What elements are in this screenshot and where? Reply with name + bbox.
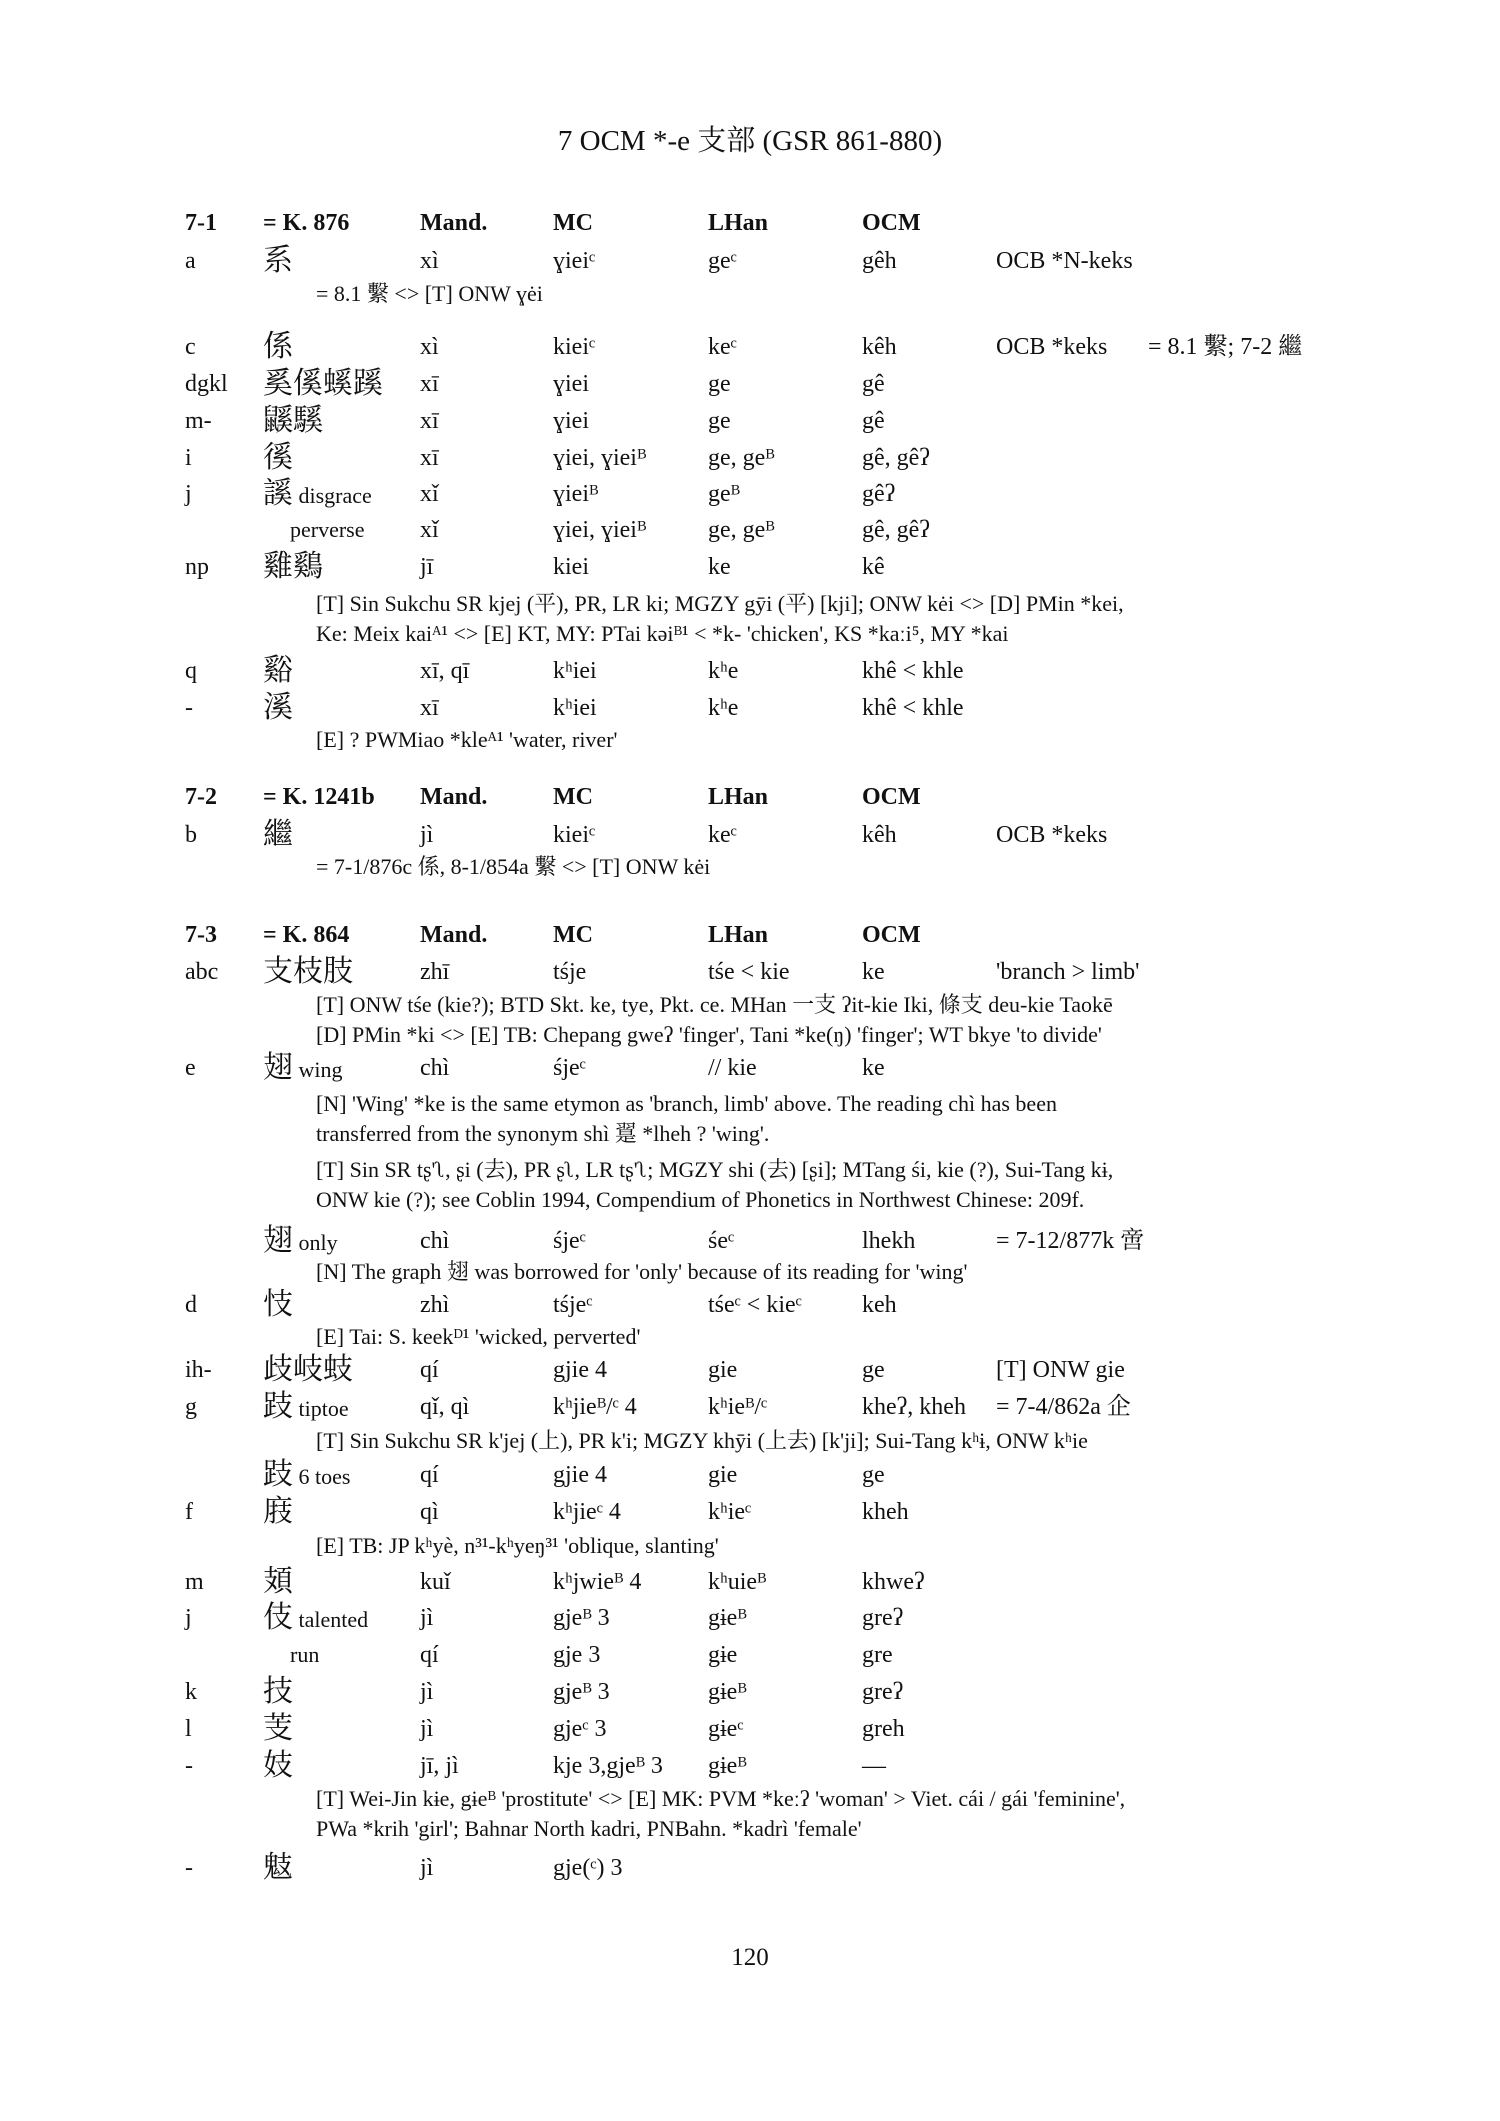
later-han: keᶜ (708, 822, 737, 848)
entry-id: k (185, 1679, 197, 1705)
old-chinese: kê (862, 554, 885, 580)
character: 跂 6 toes (263, 1458, 351, 1491)
later-han: kʰuieᴮ (708, 1569, 767, 1595)
entry-note: [T] Sin Sukchu SR kjej (平), PR, LR ki; MGZY gȳi (平) [kji]; ONW kėi <> [D] PMin *kei, (316, 591, 1124, 616)
later-han: gie (708, 1462, 738, 1488)
old-chinese: — (862, 1753, 886, 1779)
character: run (290, 1642, 320, 1667)
character: 係 (263, 330, 293, 363)
character: 鼷騱 (263, 404, 323, 437)
entry-id: ih- (185, 1357, 212, 1383)
character: 妓 (263, 1749, 293, 1782)
old-chinese: gê, gêʔ (862, 445, 930, 471)
character: 徯 (263, 441, 293, 474)
middle-chinese: gje 3 (553, 1642, 601, 1668)
mandarin: Mand. (420, 210, 488, 236)
mandarin: chì (420, 1055, 450, 1081)
mandarin: zhī (420, 959, 450, 985)
middle-chinese: kʰiei (553, 695, 597, 721)
middle-chinese: kʰjieᶜ 4 (553, 1499, 621, 1525)
character: 庪 (263, 1495, 293, 1528)
entry-note: [N] The graph 翅 was borrowed for 'only' because of its reading for 'wing' (316, 1259, 968, 1284)
entry-note: PWa *krih 'girl'; Bahnar North kadri, PNBahn. *kadrì 'female' (316, 1816, 862, 1841)
character: 繼 (263, 818, 293, 851)
character: 翅 wing (263, 1051, 343, 1084)
entry-row (0, 1389, 1500, 1425)
entry-id: np (185, 554, 209, 580)
mandarin: xī, qī (420, 658, 470, 684)
mandarin: kuǐ (420, 1569, 451, 1595)
mandarin: jì (420, 822, 434, 848)
entry-id: - (185, 1855, 193, 1881)
note-cell: 'branch > limb' (996, 959, 1140, 985)
entry-note: [E] TB: JP kʰyè, n³¹-kʰyeŋ³¹ 'oblique, slanting' (316, 1533, 719, 1558)
entry-note: [D] PMin *ki <> [E] TB: Chepang gweʔ 'finger', Tani *ke(ŋ) 'finger'; WT bkye 'to divide' (316, 1022, 1102, 1047)
entry-id: a (185, 248, 196, 274)
middle-chinese: ɣieiᴮ (553, 481, 599, 507)
mandarin: xī (420, 371, 439, 397)
entry-row (0, 1637, 1500, 1673)
old-chinese: gê, gêʔ (862, 517, 930, 543)
entry-row (0, 1494, 1500, 1530)
mandarin: jì (420, 1605, 434, 1631)
character: 雞鷄 (263, 550, 323, 583)
middle-chinese: MC (553, 210, 593, 236)
mandarin: xī (420, 445, 439, 471)
entry-id: q (185, 658, 197, 684)
entry-header-row (0, 205, 1500, 241)
mandarin: qí (420, 1357, 439, 1383)
mandarin: xì (420, 334, 439, 360)
later-han: kʰe (708, 658, 739, 684)
mandarin: Mand. (420, 784, 488, 810)
character: = K. 864 (263, 922, 350, 948)
entry-row (0, 1050, 1500, 1086)
middle-chinese: kieiᶜ (553, 822, 596, 848)
entry-row (0, 329, 1500, 365)
entry-id: g (185, 1394, 197, 1420)
mandarin: qǐ, qì (420, 1394, 470, 1420)
character: = K. 876 (263, 210, 350, 236)
middle-chinese: ɣiei (553, 408, 589, 434)
old-chinese: OCM (862, 922, 921, 948)
middle-chinese: kʰiei (553, 658, 597, 684)
old-chinese: khweʔ (862, 1569, 925, 1595)
entry-id: - (185, 695, 193, 721)
later-han: geᴮ (708, 481, 740, 507)
old-chinese: gê (862, 371, 885, 397)
middle-chinese: gjie 4 (553, 1357, 607, 1383)
old-chinese: keh (862, 1292, 897, 1318)
character: 谿 (263, 654, 293, 687)
middle-chinese: kʰjwieᴮ 4 (553, 1569, 642, 1595)
note-cell: [T] ONW gie (996, 1357, 1125, 1383)
entry-row (0, 1352, 1500, 1388)
later-han: // kie (708, 1055, 757, 1081)
mandarin: xǐ (420, 517, 439, 543)
mandarin: jì (420, 1716, 434, 1742)
entry-note: [E] Tai: S. keekᴰ¹ 'wicked, perverted' (316, 1324, 641, 1349)
entry-row (0, 690, 1500, 726)
old-chinese: khê < khle (862, 658, 964, 684)
entry-note: Ke: Meix kaiᴬ¹ <> [E] KT, MY: PTai kəiᴮ¹ < *k- 'chicken', KS *kaːi⁵, MY *kai (316, 621, 1009, 646)
character: = K. 1241b (263, 784, 375, 810)
middle-chinese: śjeᶜ (553, 1228, 586, 1254)
entry-note: [T] Sin Sukchu SR k'jej (上), PR k'i; MGZY khȳi (上去) [k'ji]; Sui-Tang kʰɨ, ONW kʰie (316, 1428, 1088, 1453)
later-han: śeᶜ (708, 1228, 735, 1254)
later-han: kʰieᶜ (708, 1499, 752, 1525)
old-chinese: ge (862, 1357, 885, 1383)
entry-row (0, 1287, 1500, 1323)
later-han: ge (708, 408, 731, 434)
cross-ref: = 8.1 繫; 7-2 繼 (1148, 334, 1303, 360)
mandarin: qì (420, 1499, 439, 1525)
middle-chinese: tśjeᶜ (553, 1292, 593, 1318)
entry-id: 7-3 (185, 922, 217, 948)
entry-id: d (185, 1292, 197, 1318)
character: perverse (290, 517, 365, 542)
mandarin: jì (420, 1855, 434, 1881)
entry-row (0, 549, 1500, 585)
later-han: gɨeᴮ (708, 1753, 747, 1779)
middle-chinese: tśje (553, 959, 587, 985)
later-han: gɨeᴮ (708, 1679, 747, 1705)
entry-row (0, 653, 1500, 689)
later-han: tśeᶜ < kieᶜ (708, 1292, 802, 1318)
old-chinese: gre (862, 1642, 893, 1668)
old-chinese: kêh (862, 334, 897, 360)
old-chinese: lhekh (862, 1228, 916, 1254)
middle-chinese: kieiᶜ (553, 334, 596, 360)
entry-row (0, 1457, 1500, 1493)
note-cell: = 7-4/862a 企 (996, 1394, 1131, 1420)
later-han: ge (708, 371, 731, 397)
middle-chinese: ɣiei, ɣieiᴮ (553, 517, 647, 543)
later-han: geᶜ (708, 248, 737, 274)
character: 系 (263, 244, 293, 277)
old-chinese: gêh (862, 248, 897, 274)
middle-chinese: ɣiei, ɣieiᴮ (553, 445, 647, 471)
later-han: LHan (708, 784, 769, 810)
later-han: gɨeᶜ (708, 1716, 744, 1742)
later-han: keᶜ (708, 334, 737, 360)
mandarin: xì (420, 248, 439, 274)
character: 翅 only (263, 1224, 338, 1257)
entry-id: c (185, 334, 196, 360)
entry-row (0, 476, 1500, 512)
entry-note: [E] ? PWMiao *kleᴬ¹ 'water, river' (316, 727, 618, 752)
entry-id: f (185, 1499, 193, 1525)
old-chinese: OCM (862, 210, 921, 236)
entry-row (0, 1748, 1500, 1784)
entry-row (0, 1850, 1500, 1886)
middle-chinese: kʰjieᴮ/ᶜ 4 (553, 1394, 637, 1420)
old-chinese: kheʔ, kheh (862, 1394, 966, 1420)
entry-row (0, 403, 1500, 439)
old-chinese: greʔ (862, 1605, 904, 1631)
entry-note: = 7-1/876c 係, 8-1/854a 繫 <> [T] ONW kėi (316, 854, 711, 879)
old-chinese: OCM (862, 784, 921, 810)
later-han: gɨeᴮ (708, 1605, 747, 1631)
middle-chinese: kje 3,gjeᴮ 3 (553, 1753, 663, 1779)
character: 忮 (263, 1288, 293, 1321)
entry-id: i (185, 445, 192, 471)
entry-row (0, 366, 1500, 402)
entry-id: m (185, 1569, 204, 1595)
entry-id: e (185, 1055, 196, 1081)
character: 芰 (263, 1712, 293, 1745)
entry-note: transferred from the synonym shì 翨 *lheh ? 'wing'. (316, 1121, 770, 1146)
mandarin: qí (420, 1642, 439, 1668)
entry-id: 7-2 (185, 784, 217, 810)
mandarin: jī (420, 554, 434, 580)
mandarin: xī (420, 408, 439, 434)
middle-chinese: gje(ᶜ) 3 (553, 1855, 623, 1881)
later-han: ge, geᴮ (708, 445, 775, 471)
entry-note: [T] Wei-Jin kɨe, gɨeᴮ 'prostitute' <> [E] MK: PVM *keːʔ 'woman' > Viet. cái / gái 'feminine', (316, 1786, 1126, 1811)
entry-id: 7-1 (185, 210, 217, 236)
character: 歧岐蚑 (263, 1353, 353, 1386)
character: 技 (263, 1675, 293, 1708)
entry-row (0, 1711, 1500, 1747)
later-han: tśe < kie (708, 959, 790, 985)
entry-row (0, 243, 1500, 279)
entry-note: ONW kie (?); see Coblin 1994, Compendium of Phonetics in Northwest Chinese: 209f. (316, 1187, 1085, 1212)
character: 謑 disgrace (263, 477, 372, 510)
entry-note: [N] 'Wing' *ke is the same etymon as 'branch, limb' above. The reading chì has been (316, 1091, 1057, 1116)
character: 奚傒螇蹊 (263, 367, 383, 400)
middle-chinese: kiei (553, 554, 589, 580)
entry-header-row (0, 779, 1500, 815)
entry-id: abc (185, 959, 219, 985)
page-number: 120 (731, 1944, 769, 1971)
entry-row (0, 1564, 1500, 1600)
entry-row (0, 1223, 1500, 1259)
middle-chinese: gjeᶜ 3 (553, 1716, 607, 1742)
old-chinese: khê < khle (862, 695, 964, 721)
note-cell: OCB *keks (996, 822, 1108, 848)
entry-note: [T] ONW tśe (kie?); BTD Skt. ke, tye, Pkt. ce. MHan 一支 ʔit-kie Iki, 條支 deu-kie Taokē (316, 992, 1113, 1017)
character: 伎 talented (263, 1601, 369, 1634)
later-han: kʰe (708, 695, 739, 721)
middle-chinese: ɣieiᶜ (553, 248, 596, 274)
old-chinese: greh (862, 1716, 905, 1742)
mandarin: chì (420, 1228, 450, 1254)
mandarin: jī, jì (420, 1753, 459, 1779)
entry-id: m- (185, 408, 212, 434)
old-chinese: kheh (862, 1499, 909, 1525)
old-chinese: greʔ (862, 1679, 904, 1705)
note-cell: OCB *N-keks (996, 248, 1133, 274)
character: 頍 (263, 1565, 293, 1598)
mandarin: qí (420, 1462, 439, 1488)
entry-id: b (185, 822, 197, 848)
middle-chinese: śjeᶜ (553, 1055, 586, 1081)
character: 溪 (263, 691, 293, 724)
page-title: 7 OCM *-e 支部 (GSR 861-880) (557, 125, 943, 157)
entry-row (0, 954, 1500, 990)
entry-id: dgkl (185, 371, 228, 397)
character: 鬾 (263, 1851, 293, 1884)
middle-chinese: MC (553, 922, 593, 948)
entry-id: j (185, 481, 192, 507)
entry-id: j (185, 1605, 192, 1631)
later-han: ge, geᴮ (708, 517, 775, 543)
entry-row (0, 1674, 1500, 1710)
later-han: ke (708, 554, 731, 580)
later-han: LHan (708, 210, 769, 236)
entry-header-row (0, 917, 1500, 953)
character: 支枝肢 (263, 955, 353, 988)
note-cell: = 7-12/877k 啻 (996, 1228, 1145, 1254)
middle-chinese: gjie 4 (553, 1462, 607, 1488)
entry-note: = 8.1 繫 <> [T] ONW ɣėi (316, 281, 543, 306)
middle-chinese: gjeᴮ 3 (553, 1679, 610, 1705)
entry-row (0, 512, 1500, 548)
character: 跂 tiptoe (263, 1390, 349, 1423)
entry-row (0, 440, 1500, 476)
mandarin: xī (420, 695, 439, 721)
old-chinese: kêh (862, 822, 897, 848)
entry-note: [T] Sin SR tʂ'ʅ, ʂi (去), PR ʂʅ, LR tʂ'ʅ; MGZY shi (去) [ʂi]; MTang śi, kie (?), Sui-Tang kɨ, (316, 1157, 1114, 1182)
old-chinese: gê (862, 408, 885, 434)
middle-chinese: ɣiei (553, 371, 589, 397)
later-han: gɨe (708, 1642, 738, 1668)
later-han: LHan (708, 922, 769, 948)
middle-chinese: MC (553, 784, 593, 810)
mandarin: jì (420, 1679, 434, 1705)
old-chinese: gêʔ (862, 481, 896, 507)
entry-row (0, 1600, 1500, 1636)
old-chinese: ke (862, 959, 885, 985)
entry-id: - (185, 1753, 193, 1779)
mandarin: zhì (420, 1292, 450, 1318)
note-cell: OCB *keks (996, 334, 1108, 360)
mandarin: Mand. (420, 922, 488, 948)
entry-row (0, 817, 1500, 853)
old-chinese: ke (862, 1055, 885, 1081)
entry-id: l (185, 1716, 192, 1742)
mandarin: xǐ (420, 481, 439, 507)
old-chinese: ge (862, 1462, 885, 1488)
middle-chinese: gjeᴮ 3 (553, 1605, 610, 1631)
later-han: kʰieᴮ/ᶜ (708, 1394, 768, 1420)
later-han: gie (708, 1357, 738, 1383)
